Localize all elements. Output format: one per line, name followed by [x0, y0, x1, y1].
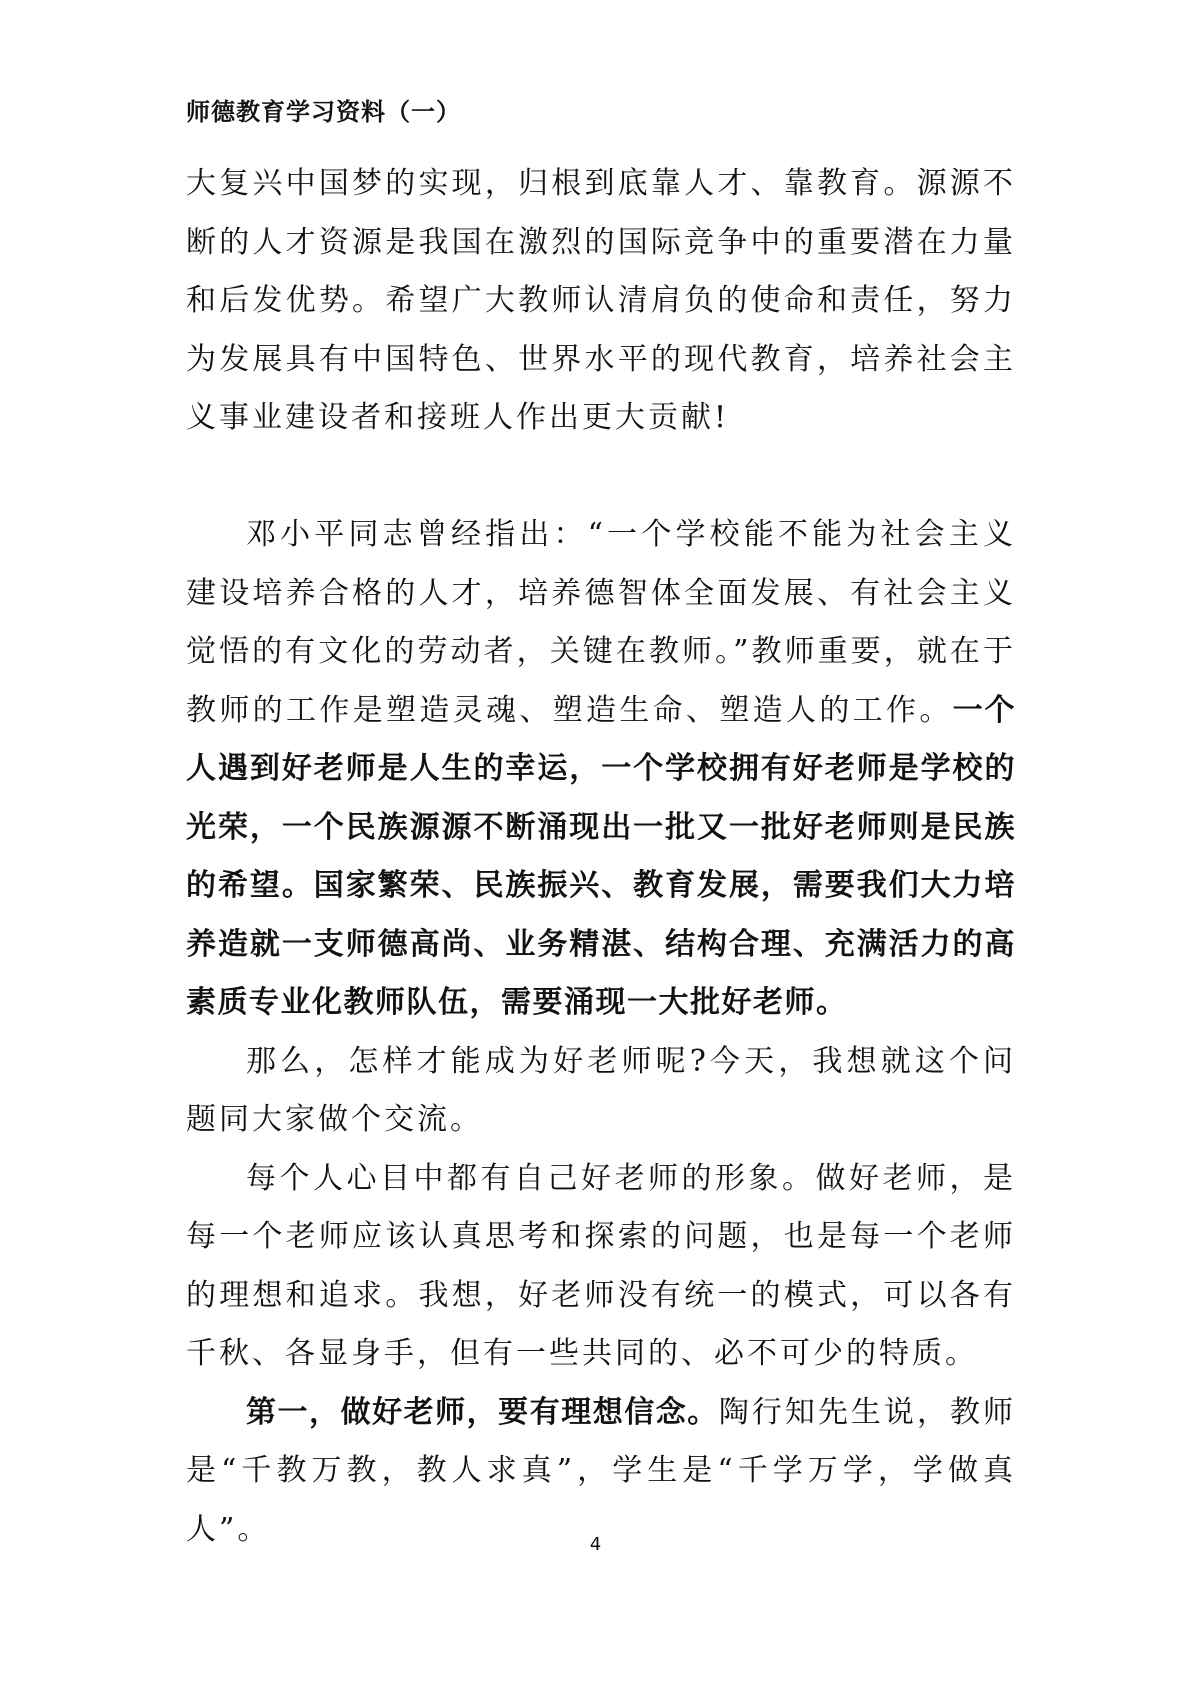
paragraph-2 [186, 506, 1016, 1033]
paragraph-5-text: 陶行知先生说，教师是“千教万教，教人求真”，学生是“千学万学，学做真人”。 [186, 1394, 1017, 1547]
paragraph-1: 大复兴中国梦的实现，归根到底靠人才、靠教育。源源不断的人才资源是我国在激烈的国际竞争中的重要潜在力量和后发优势。希望广大教师认清肩负的使命和责任，努力为发展具有中国特色、世界水平的现代教育，培养社会主义事业建设者和接班人作出更大贡献! [186, 166, 1016, 435]
paragraph-4: 每个人心目中都有自己好老师的形象。做好老师，是每一个老师应该认真思考和探索的问题，也是每一个老师的理想和追求。我想，好老师没有统一的模式，可以各有千秋、各显身手，但有一些共同的、必不可少的特质。 [186, 1160, 1016, 1371]
page-header-title: 师德教育学习资料（一） [186, 97, 461, 126]
paragraph-3: 那么，怎样才能成为好老师呢?今天，我想就这个问题同大家做个交流。 [186, 1043, 1016, 1137]
paragraph-2-text: 邓小平同志曾经指出：“一个学校能不能为社会主义建设培养合格的人才，培养德智体全面发展、有社会主义觉悟的有文化的劳动者，关键在教师。”教师重要，就在于教师的工作是塑造灵魂、塑造生命、塑造人的工作。 [186, 517, 1016, 728]
paragraph-5 [186, 1384, 1016, 1560]
paragraph-2-emphasis: 一个人遇到好老师是人生的幸运，一个学校拥有好老师是学校的光荣，一个民族源源不断涌现出一批又一批好老师则是民族的希望。国家繁荣、民族振兴、教育发展，需要我们大力培养造就一支师德高尚、业务精湛、结构合理、充满活力的高素质专业化教师队伍，需要涌现一大批好老师。 [186, 692, 1017, 1020]
document-body [186, 155, 1016, 1559]
page-number: 4 [589, 1534, 602, 1555]
paragraph-5-heading: 第一，做好老师，要有理想信念。 [246, 1394, 719, 1430]
